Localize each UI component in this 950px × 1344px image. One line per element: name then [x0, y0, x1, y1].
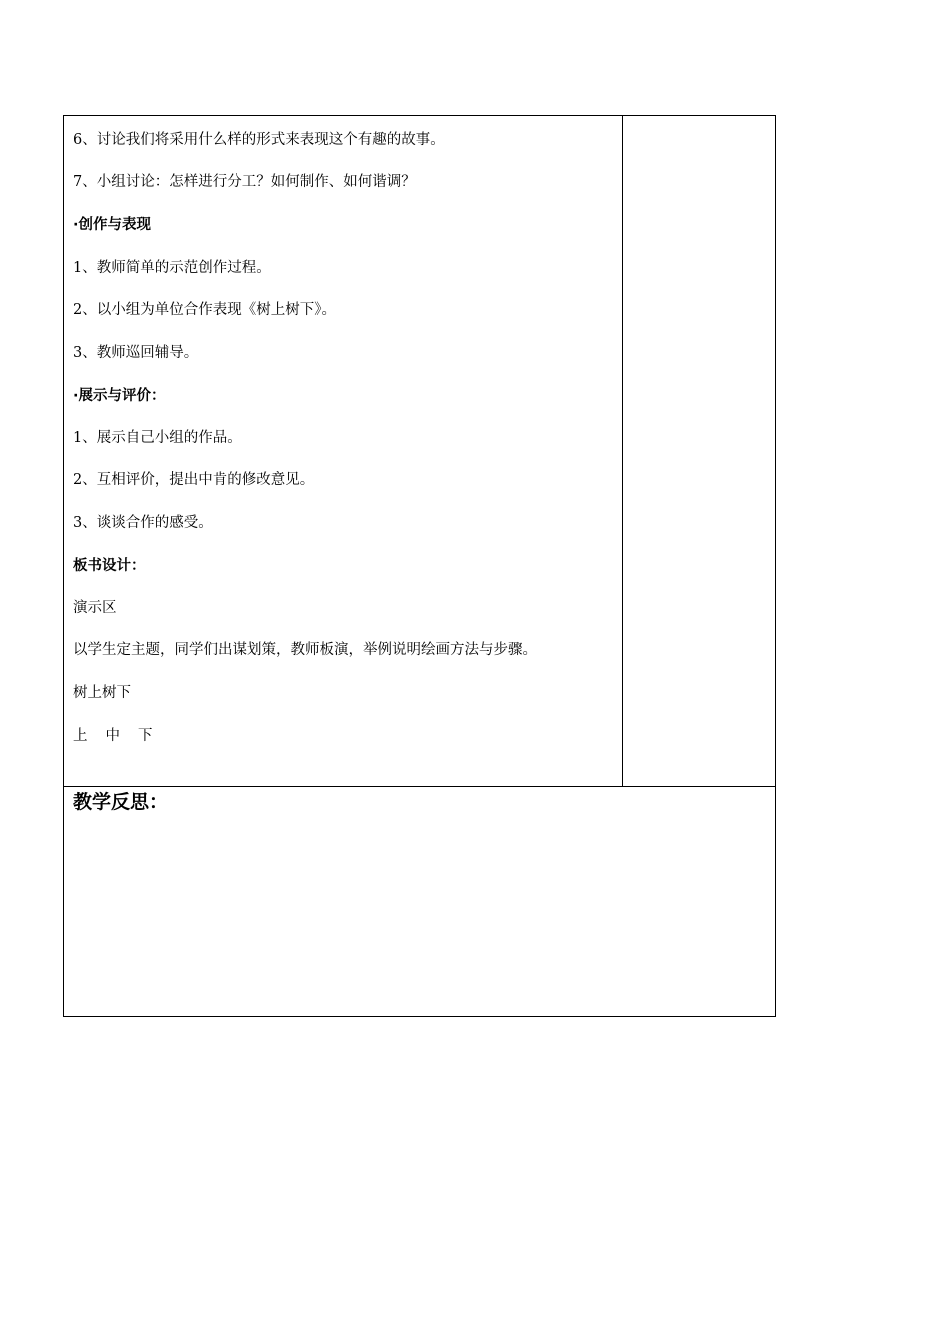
position-middle: 中: [105, 728, 120, 744]
board-design-heading: 板书设计：: [73, 558, 146, 574]
position-bottom: 下: [138, 728, 153, 744]
show-item-2: 2、互相评价，提出中肯的修改意见。: [73, 472, 315, 488]
row-divider: [63, 786, 776, 787]
show-section-heading: ·展示与评价：: [73, 388, 166, 404]
create-section-heading: ·创作与表现: [73, 217, 152, 233]
show-item-1: 1、展示自己小组的作品。: [73, 430, 242, 446]
demo-area-label: 演示区: [73, 600, 117, 616]
create-item-1: 1、教师简单的示范创作过程。: [73, 260, 271, 276]
column-divider: [622, 115, 623, 786]
board-description: 以学生定主题，同学们出谋划策，教师板演，举例说明绘画方法与步骤。: [73, 642, 537, 658]
board-title: 树上树下: [73, 685, 131, 701]
step-6-text: 6、讨论我们将采用什么样的形式来表现这个有趣的故事。: [73, 132, 445, 148]
reflection-heading: 教学反思：: [73, 791, 169, 813]
step-7-text: 7、小组讨论：怎样进行分工？如何制作、如何谐调？: [73, 174, 416, 190]
create-item-2: 2、以小组为单位合作表现《树上树下》。: [73, 302, 336, 318]
create-item-3: 3、教师巡回辅导。: [73, 345, 199, 361]
show-item-3: 3、谈谈合作的感受。: [73, 515, 213, 531]
lesson-table: [63, 115, 776, 1017]
board-positions: [73, 727, 171, 745]
position-top: 上: [73, 728, 88, 744]
